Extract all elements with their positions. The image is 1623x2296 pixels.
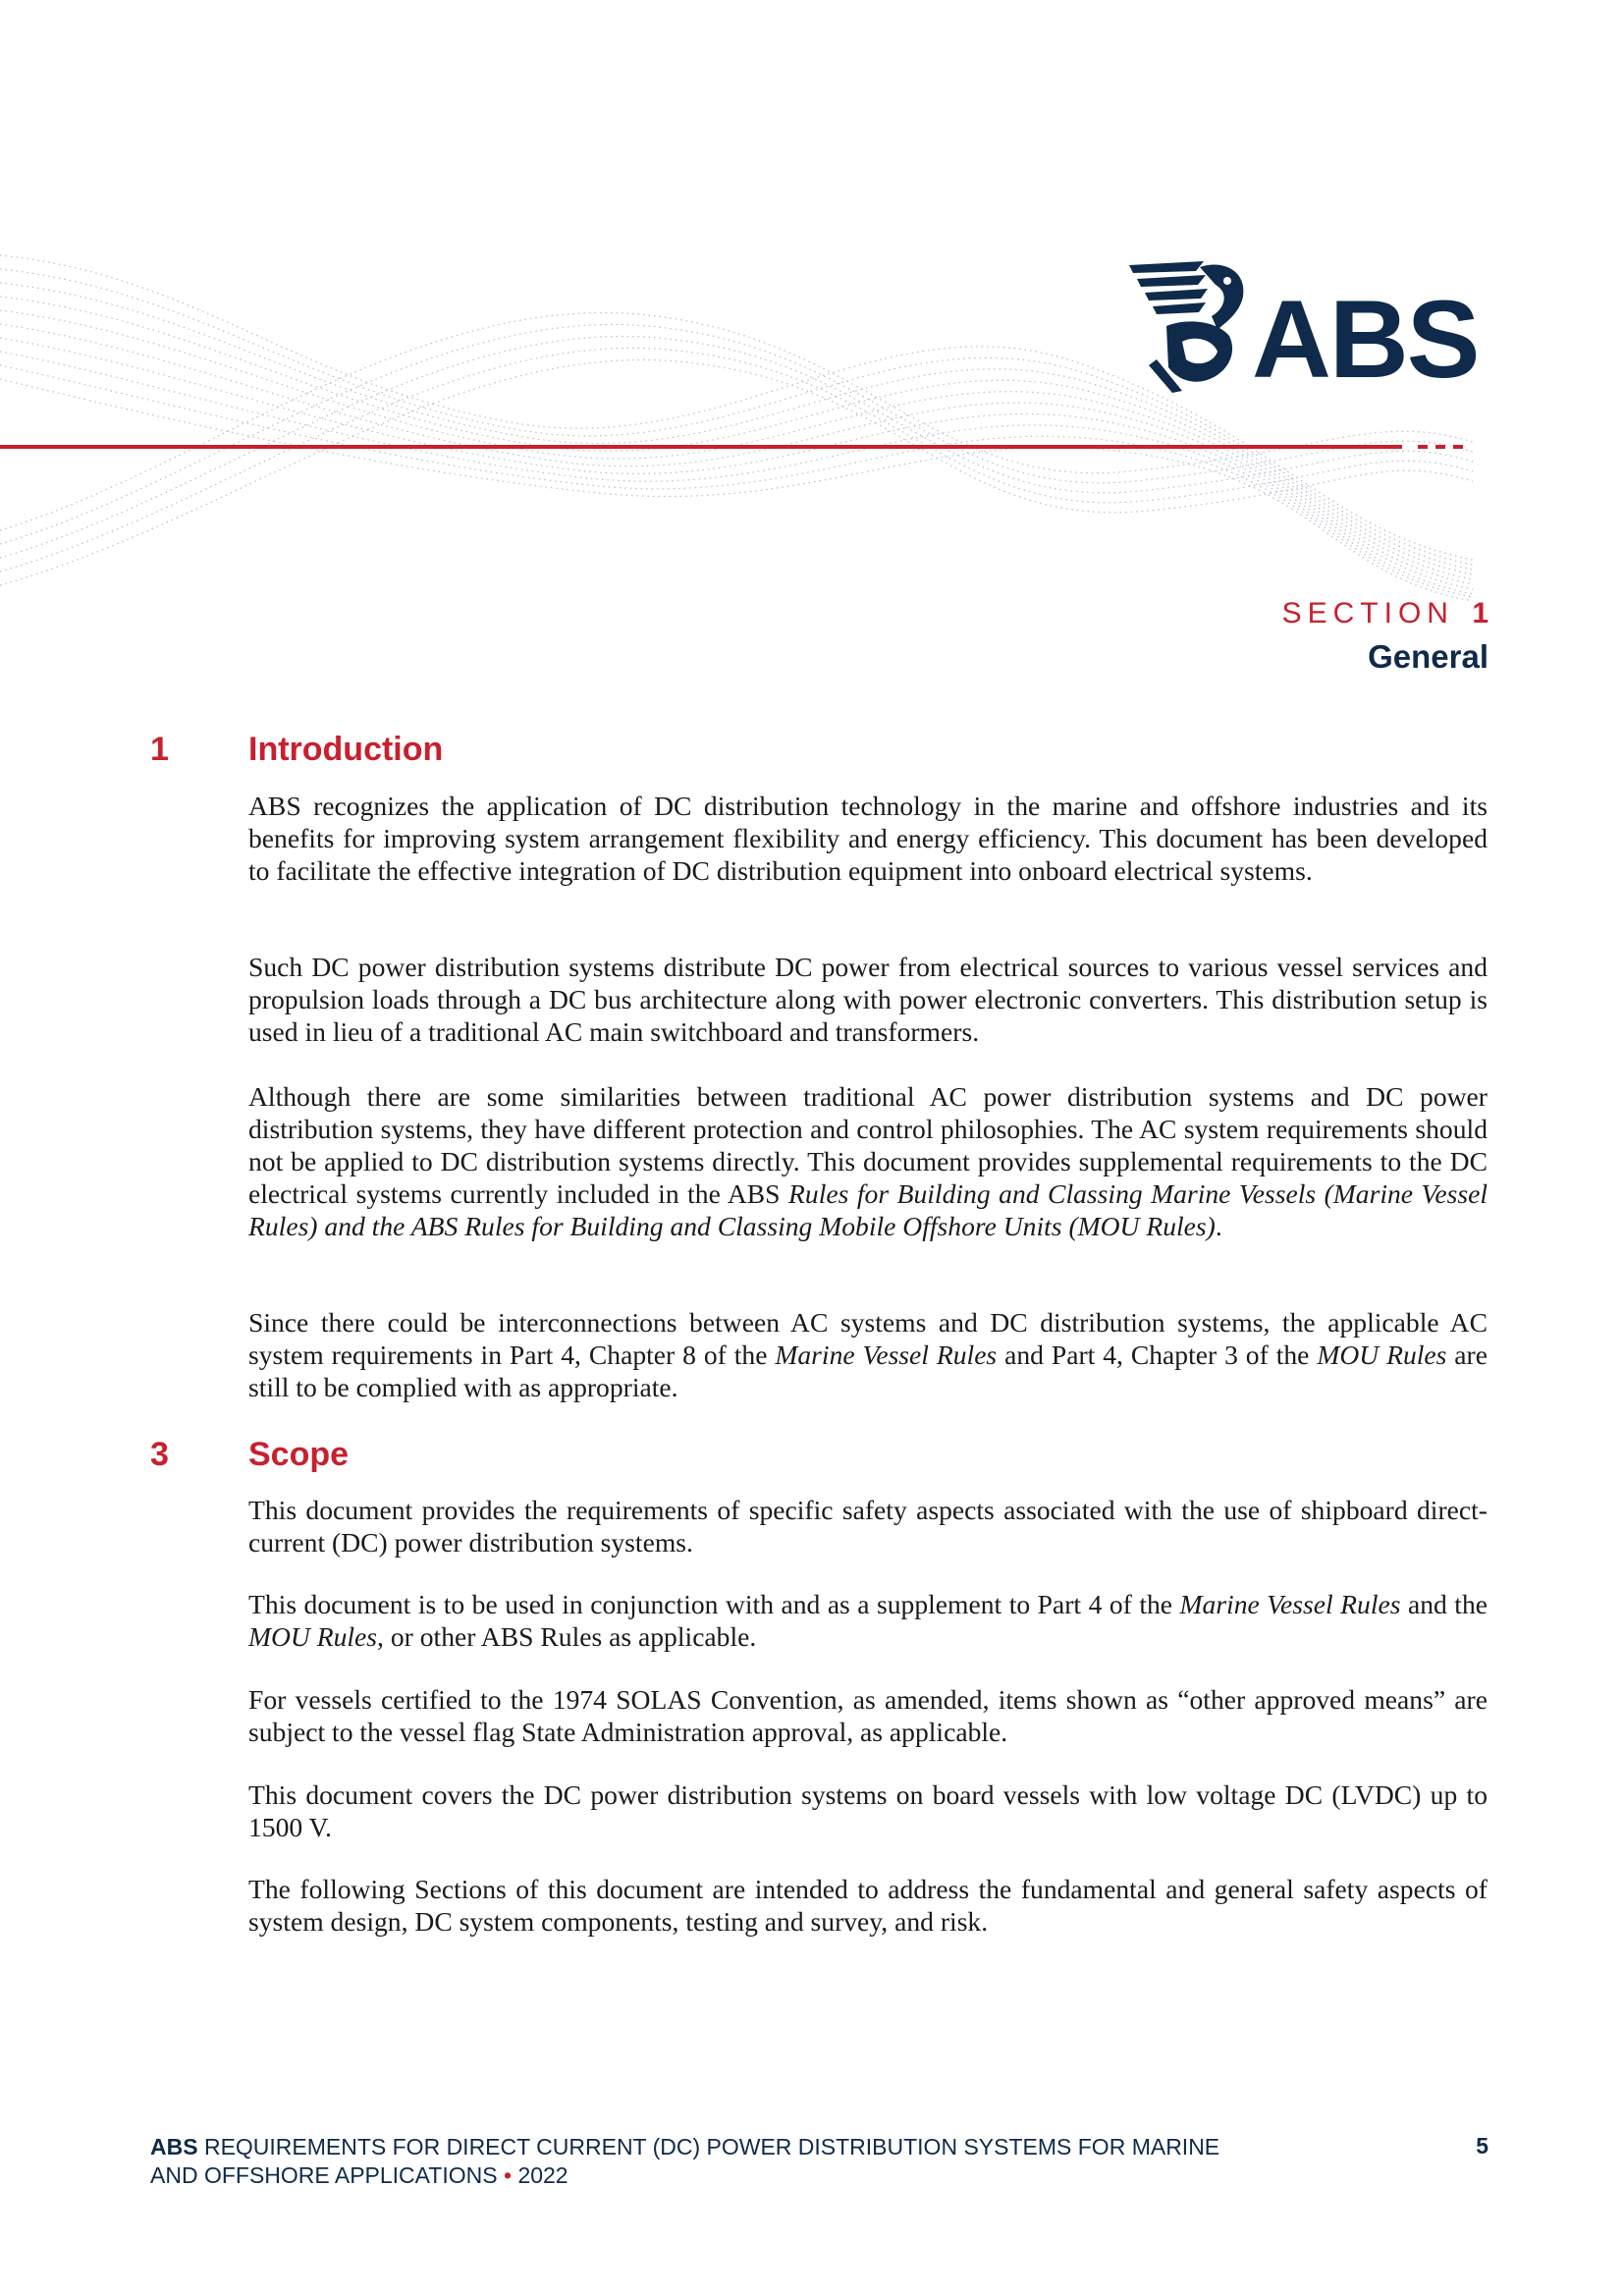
page-footer bbox=[150, 2133, 1373, 2190]
rules-reference: Rules for Building and Classing Marine Vessels (Marine Vessel Rules) and the ABS Rules for Building and Classing Mobile Offshore Units (MOU Rules) bbox=[248, 1178, 1488, 1241]
rules-reference: Marine Vessel Rules bbox=[775, 1339, 998, 1370]
heading-number: 3 bbox=[150, 1436, 169, 1473]
paragraph: The following Sections of this document are intended to address the fundamental and general safety aspects of system design, DC system components, testing and survey, and risk. bbox=[248, 1874, 1488, 1937]
header-red-dash bbox=[1418, 445, 1428, 449]
paragraph: For vessels certified to the 1974 SOLAS Convention, as amended, items shown as “other approved means” are subject to the vessel flag State Administration approval, as applicable. bbox=[248, 1684, 1488, 1747]
section-label-text: SECTION bbox=[1281, 597, 1454, 629]
footer-title-line2: AND OFFSHORE APPLICATIONS bbox=[150, 2162, 498, 2188]
eagle-emblem-icon bbox=[1127, 257, 1255, 395]
footer-year: 2022 bbox=[517, 2162, 568, 2188]
footer-brand: ABS bbox=[150, 2134, 198, 2159]
heading-title: Scope bbox=[248, 1436, 350, 1473]
abs-logo bbox=[1127, 257, 1481, 401]
heading-scope bbox=[0, 1436, 1623, 1479]
heading-title: Introduction bbox=[248, 731, 444, 768]
footer-separator: • bbox=[497, 2162, 518, 2188]
footer-title-line1: REQUIREMENTS FOR DIRECT CURRENT (DC) POWER DISTRIBUTION SYSTEMS FOR MARINE bbox=[197, 2134, 1220, 2159]
heading-number: 1 bbox=[150, 731, 169, 768]
rules-reference: Marine Vessel Rules bbox=[1179, 1589, 1401, 1619]
heading-introduction bbox=[0, 731, 1623, 774]
logo-wordmark: ABS bbox=[1252, 278, 1479, 401]
paragraph: This document is to be used in conjunction with and as a supplement to Part 4 of the Marine Vessel Rules and the MOU Rules, or other ABS Rules as applicable. bbox=[248, 1589, 1488, 1652]
header-red-dash bbox=[1453, 445, 1463, 449]
paragraph: This document provides the requirements of specific safety aspects associated with the use of shipboard direct-current (DC) power distribution systems. bbox=[248, 1495, 1488, 1558]
section-title: General bbox=[1368, 638, 1488, 675]
paragraph: Although there are some similarities between traditional AC power distribution systems and DC power distribution systems, they have different protection and control philosophies. The AC system requirements should not be applied to DC distribution systems directly. This document provides supplemental requirements to the DC electrical systems currently included in the ABS Rules for Building and Classing Marine Vessels (Marine Vessel Rules) and the ABS Rules for Building and Classing Mobile Offshore Units (MOU Rules). bbox=[248, 1081, 1488, 1241]
section-number: 1 bbox=[1472, 597, 1488, 629]
page-number: 5 bbox=[1476, 2133, 1488, 2159]
paragraph: Such DC power distribution systems distribute DC power from electrical sources to various vessel services and propulsion loads through a DC bus architecture along with power electronic converters. This distribution setup is used in lieu of a traditional AC main switchboard and transformers. bbox=[248, 952, 1488, 1047]
section-label bbox=[1282, 597, 1488, 630]
rules-reference: MOU Rules bbox=[248, 1621, 378, 1652]
header-red-rule bbox=[0, 445, 1402, 449]
rules-reference: MOU Rules bbox=[1317, 1339, 1447, 1370]
paragraph: ABS recognizes the application of DC distribution technology in the marine and offshore industries and its benefits for improving system arrangement flexibility and energy efficiency. This document has been developed to facilitate the effective integration of DC distribution equipment into onboard electrical systems. bbox=[248, 791, 1488, 886]
paragraph: This document covers the DC power distribution systems on board vessels with low voltage DC (LVDC) up to 1500 V. bbox=[248, 1779, 1488, 1842]
paragraph: Since there could be interconnections between AC systems and DC distribution systems, the applicable AC system requirements in Part 4, Chapter 8 of the Marine Vessel Rules and Part 4, Chapter 3 of the MOU Rules are still to be complied with as appropriate. bbox=[248, 1307, 1488, 1402]
header-red-dash bbox=[1435, 445, 1445, 449]
